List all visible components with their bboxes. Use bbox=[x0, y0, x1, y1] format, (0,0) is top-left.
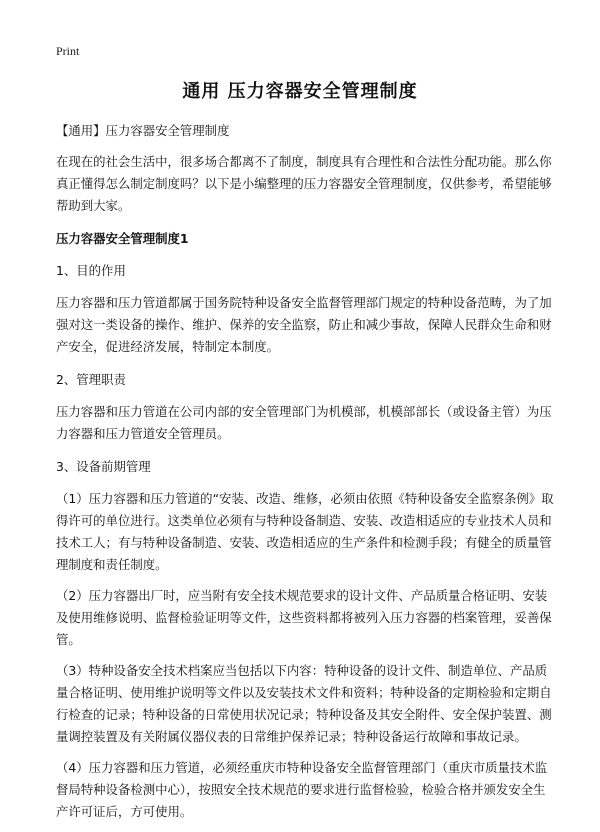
section-heading: 3、设备前期管理 bbox=[56, 459, 151, 474]
section-heading: 1、目的作用 bbox=[56, 263, 126, 278]
page-title: 通用 压力容器安全管理制度 bbox=[182, 81, 418, 102]
document-body bbox=[56, 120, 556, 832]
section-heading: 2、管理职责 bbox=[56, 372, 126, 387]
section-title: 压力容器安全管理制度1 bbox=[56, 231, 189, 246]
print-link[interactable]: Print bbox=[56, 44, 80, 58]
body-paragraph: 压力容器和压力管道在公司内部的安全管理部门为机模部，机模部部长（或设备主管）为压力容器和压力管道安全管理员。 bbox=[56, 404, 552, 441]
body-paragraph: （4）压力容器和压力管道，必须经重庆市特种设备安全监督管理部门（重庆市质量技术监督局特种设备检测中心），按照安全技术规范的要求进行监督检验，检验合格并颁发安全生产许可证后，方可使用。 bbox=[56, 760, 548, 819]
body-paragraph: 压力容器和压力管道都属于国务院特种设备安全监督管理部门规定的特种设备范畴，为了加强对这一类设备的操作、维护、保养的安全监察，防止和减少事故，保障人民群众生命和财产安全，促进经济发展，特制定本制度。 bbox=[56, 295, 552, 354]
intro-paragraph: 在现在的社会生活中，很多场合都离不了制度，制度具有合理性和合法性分配功能。那么你真正懂得怎么制定制度吗？以下是小编整理的压力容器安全管理制度，仅供参考，希望能够帮助到大家。 bbox=[56, 154, 552, 213]
tag-line: 【通用】压力容器安全管理制度 bbox=[56, 123, 230, 138]
body-paragraph: （3）特种设备安全技术档案应当包括以下内容：特种设备的设计文件、制造单位、产品质量合格证明、使用维护说明等文件以及安装技术文件和资料；特种设备的定期检验和定期自行检查的记录；特种设备的日常使用状况记录；特种设备及其安全附件、安全保护装置、测量调控装置及有关附属仪器仪表的日常维护保养记录；特种设备运行故障和事故记录。 bbox=[56, 663, 552, 744]
body-paragraph: （1）压力容器和压力管道的“安装、改造、维修，必须由依照《特种设备安全监察条例》取得许可的单位进行。这类单位必须有与特种设备制造、安装、改造相适应的专业技术人员和技术工人；有与特种设备制造、安装、改造相适应的生产条件和检测手段；有健全的质量管理制度和责任制度。 bbox=[56, 491, 554, 572]
body-paragraph: （2）压力容器出厂时，应当附有安全技术规范要求的设计文件、产品质量合格证明、安装及使用维修说明、监督检验证明等文件，这些资料都将被列入压力容器的档案管理，妥善保管。 bbox=[56, 588, 552, 647]
